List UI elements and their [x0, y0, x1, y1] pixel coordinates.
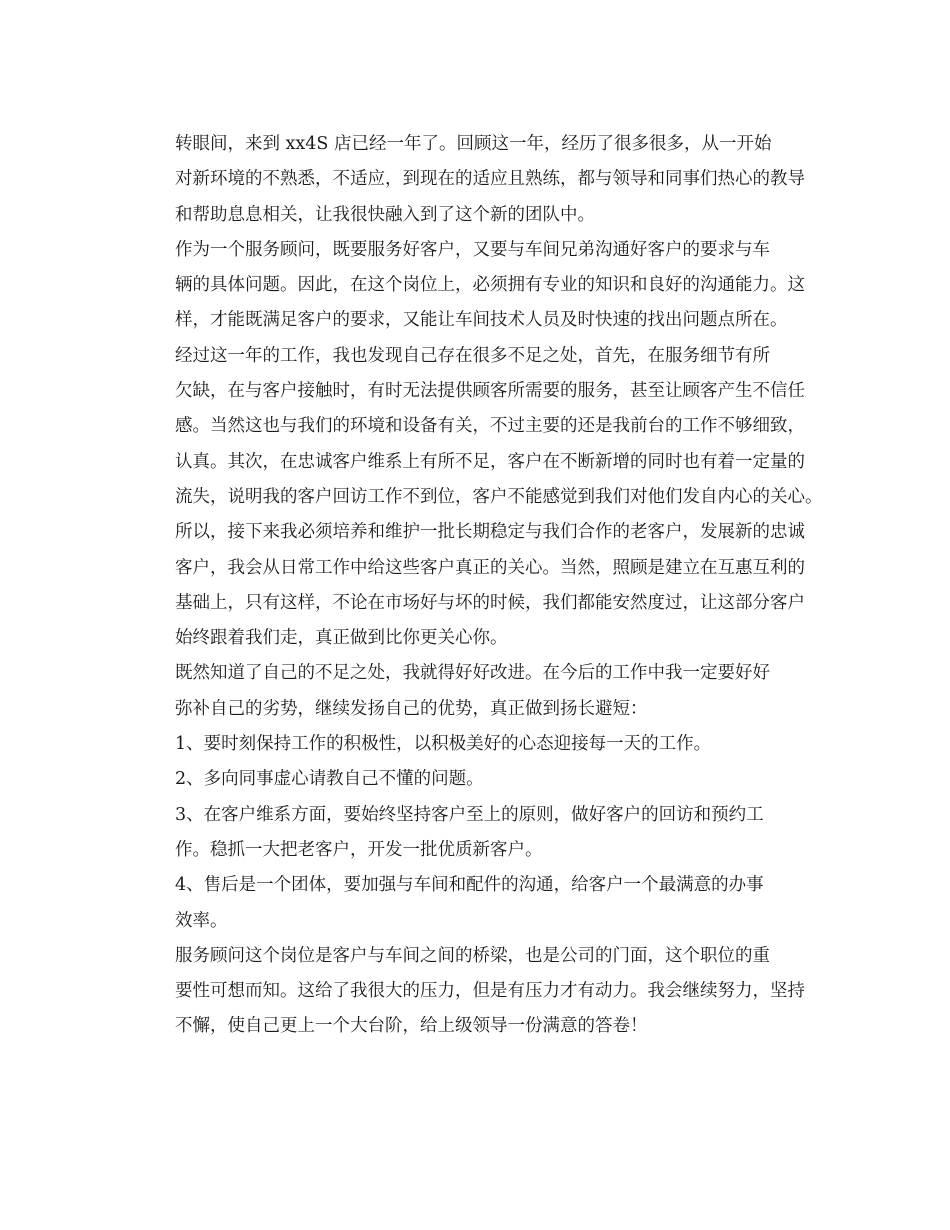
list-item-4 — [140, 868, 812, 939]
paragraph-shortcomings — [140, 339, 823, 657]
text-line: 客户，我会从日常工作中给这些客户真正的关心。当然，照顾是建立在互惠互利的 — [175, 557, 805, 578]
text-line: 1、要时刻保持工作的积极性，以积极美好的心态迎接每一天的工作。 — [175, 734, 712, 755]
text-line: 4、售后是一个团体，要加强与车间和配件的沟通，给客户一个最满意的办事 — [175, 875, 764, 896]
text-line: 始终跟着我们走，真正做到比你更关心你。 — [175, 628, 508, 649]
list-item-2 — [140, 762, 812, 797]
text-line: 基础上，只有这样，不论在市场好与坏的时候，我们都能安然度过，让这部分客户 — [175, 592, 805, 613]
text-line: 要性可想而知。这给了我很大的压力，但是有压力才有动力。我会继续努力，坚持 — [175, 981, 805, 1002]
text-line: 所以，接下来我必须培养和维护一批长期稳定与我们合作的老客户，发展新的忠诚 — [175, 522, 805, 543]
text-line: 转眼间，来到 xx4S 店已经一年了。回顾这一年，经历了很多很多，从一开始 — [175, 134, 772, 154]
document-page — [140, 127, 823, 1045]
paragraph-conclusion — [140, 939, 812, 1045]
text-line: 辆的具体问题。因此，在这个岗位上，必须拥有专业的知识和良好的沟通能力。这 — [175, 275, 805, 296]
text-line: 流失，说明我的客户回访工作不到位，客户不能感觉到我们对他们发自内心的关心。 — [175, 486, 823, 507]
list-item-1 — [140, 727, 812, 762]
text-line: 对新环境的不熟悉，不适应，到现在的适应且熟练，都与领导和同事们热心的教导 — [175, 169, 805, 190]
text-line: 效率。 — [175, 910, 228, 931]
text-line: 作为一个服务顾问，既要服务好客户，又要与车间兄弟沟通好客户的要求与车 — [175, 239, 770, 260]
text-line: 3、在客户维系方面，要始终坚持客户至上的原则，做好客户的回访和预约工 — [175, 804, 764, 825]
paragraph-improvement — [140, 656, 812, 727]
list-item-3 — [140, 798, 812, 869]
text-line: 既然知道了自己的不足之处，我就得好好改进。在今后的工作中我一定要好好 — [175, 663, 770, 684]
paragraph-role — [140, 233, 812, 339]
text-line: 弥补自己的劣势，继续发扬自己的优势，真正做到扬长避短： — [175, 698, 648, 719]
text-line: 样，才能既满足客户的要求，又能让车间技术人员及时快速的找出问题点所在。 — [175, 310, 788, 331]
text-line: 2、多向同事虚心请教自己不懂的问题。 — [175, 769, 484, 790]
text-line: 作。稳抓一大把老客户，开发一批优质新客户。 — [175, 839, 543, 860]
text-line: 经过这一年的工作，我也发现自己存在很多不足之处，首先，在服务细节有所 — [175, 345, 770, 366]
text-line: 不懈，使自己更上一个大台阶，给上级领导一份满意的答卷！ — [175, 1016, 648, 1037]
text-line: 认真。其次，在忠诚客户维系上有所不足，客户在不断新增的同时也有着一定量的 — [175, 451, 805, 472]
paragraph-intro — [140, 127, 812, 233]
text-line: 服务顾问这个岗位是客户与车间之间的桥梁，也是公司的门面，这个职位的重 — [175, 945, 770, 966]
text-line: 和帮助息息相关，让我很快融入到了这个新的团队中。 — [175, 204, 595, 225]
text-line: 欠缺，在与客户接触时，有时无法提供顾客所需要的服务，甚至让顾客产生不信任 — [175, 381, 805, 402]
text-line: 感。当然这也与我们的环境和设备有关，不过主要的还是我前台的工作不够细致， — [175, 416, 805, 437]
